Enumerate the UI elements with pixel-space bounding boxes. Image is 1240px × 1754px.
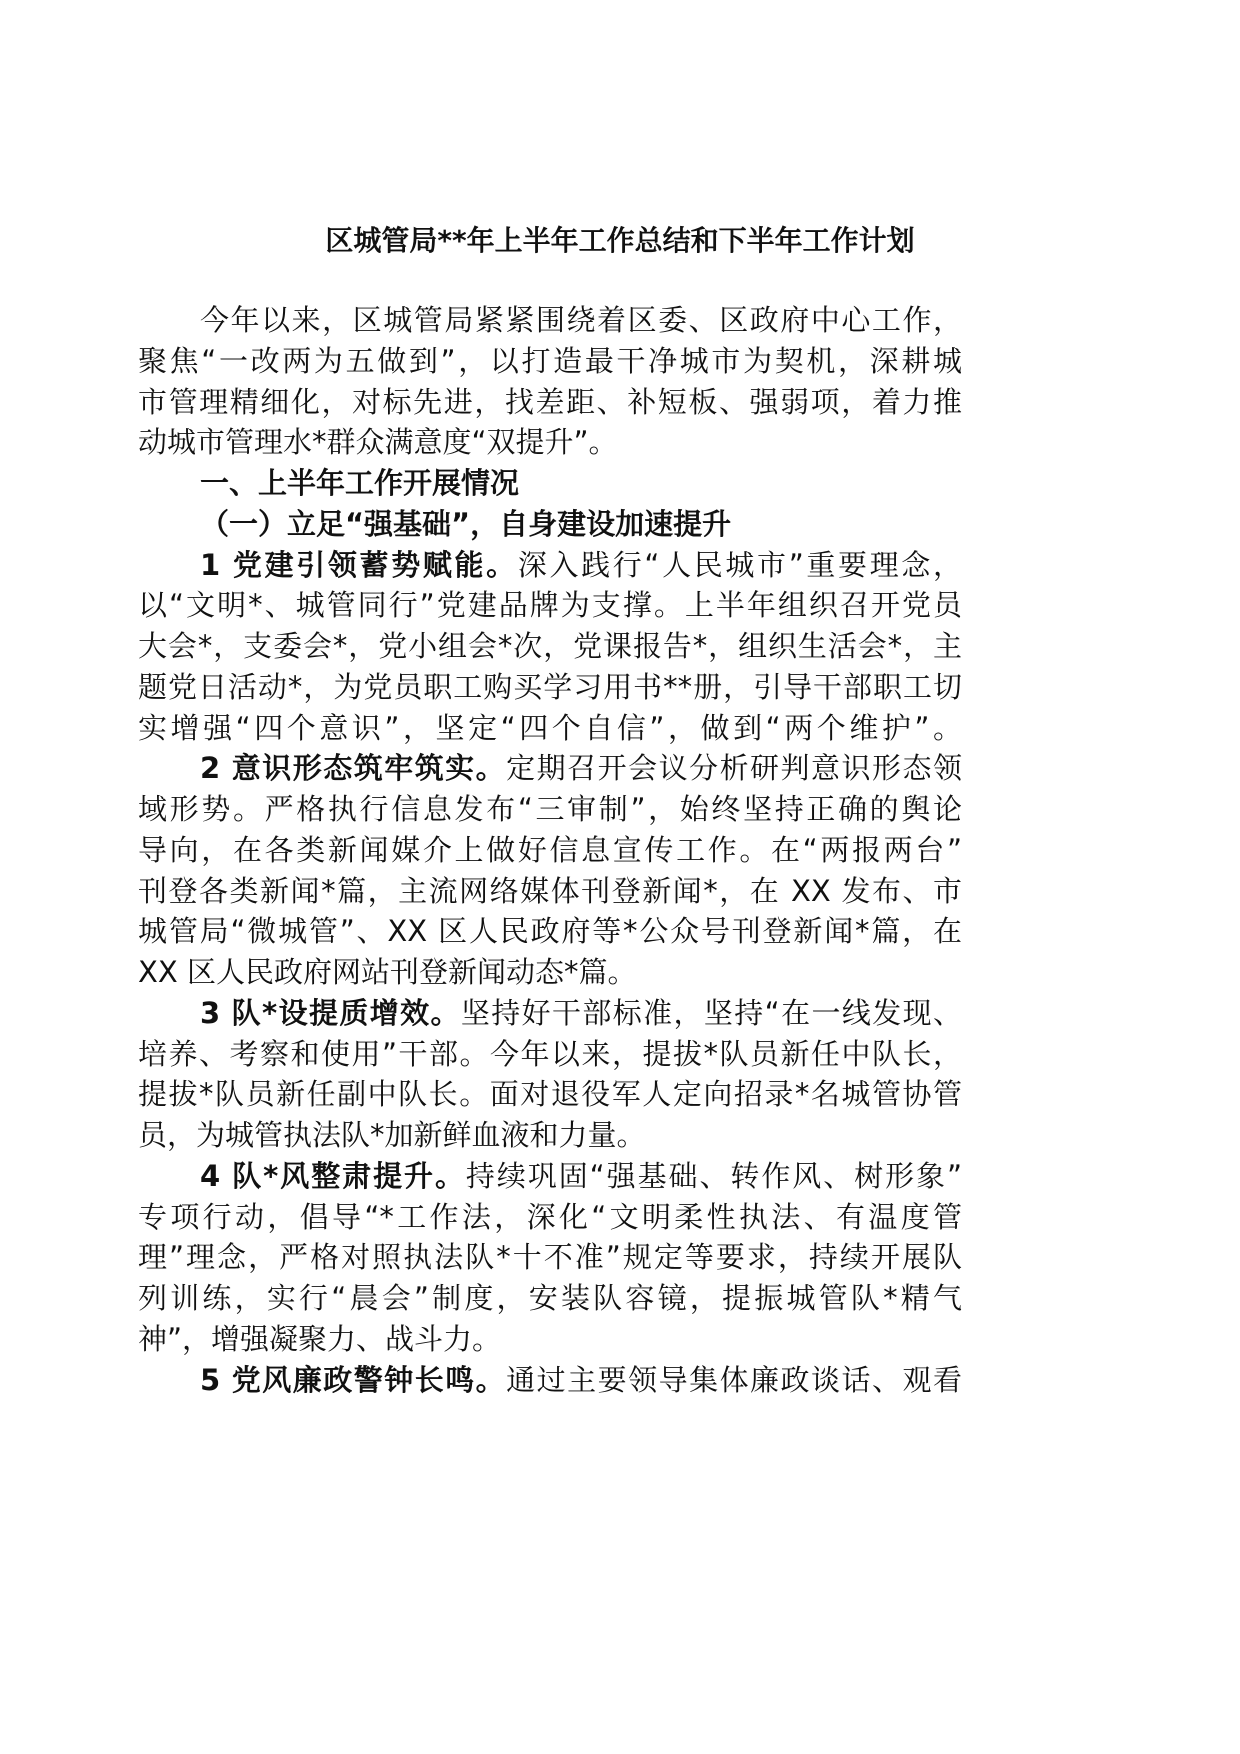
text-line [138, 748, 962, 789]
line-text: 持续巩固“强基础、转作风、树形象” [465, 1158, 962, 1193]
text-line [138, 585, 962, 626]
line-text: 域形势。严格执行信息发布“三审制”，始终坚持正确的舆论 [138, 792, 962, 826]
line-text: 市管理精细化，对标先进，找差距、补短板、强弱项，着力推 [138, 384, 962, 419]
line-text: 神”，增强凝聚力、战斗力。 [138, 1321, 502, 1356]
text-line [138, 1197, 962, 1238]
bold-lead: 3 队*设提质增效。 [200, 995, 461, 1030]
line-text: 大会*，支委会*，党小组会*次，党课报告*，组织生活会*，主 [138, 629, 962, 663]
line-text: 专项行动，倡导“*工作法，深化“文明柔性执法、有温度管 [138, 1199, 962, 1234]
line-text: 列训练，实行“晨会”制度，安装队容镜，提振城管队*精气 [138, 1281, 962, 1315]
text-line [138, 708, 962, 749]
text-line [138, 667, 962, 708]
text-line [138, 911, 962, 952]
text-line [138, 1360, 962, 1401]
text-line [138, 1319, 962, 1360]
line-text: 定期召开会议分析研判意识形态领 [506, 751, 962, 786]
line-text: 城管局“微城管”、XX 区人民政府等*公众号刊登新闻*篇，在 [138, 914, 962, 949]
paragraph [138, 300, 962, 463]
line-text: 员，为城管执法队*加新鲜血液和力量。 [138, 1118, 646, 1152]
line-text: 通过主要领导集体廉政谈话、观看 [506, 1362, 962, 1397]
text-line [138, 1034, 962, 1075]
text-line [138, 300, 962, 341]
text-line [138, 626, 962, 667]
text-line [138, 1115, 962, 1156]
line-text: 刊登各类新闻*篇，主流网络媒体刊登新闻*，在 XX 发布、市 [138, 873, 962, 908]
document-title: 区城管局**年上半年工作总结和下半年工作计划 [325, 224, 915, 257]
bold-lead: 1 党建引领蓄势赋能。 [200, 547, 518, 582]
line-text: 今年以来，区城管局紧紧围绕着区委、区政府中心工作， [200, 303, 962, 337]
bold-lead: 2 意识形态筑牢筑实。 [200, 751, 507, 786]
line-text: 培养、考察和使用”干部。今年以来，提拔*队员新任中队长， [138, 1036, 962, 1071]
paragraph [138, 993, 962, 1156]
text-line [138, 1237, 962, 1278]
line-text: 理”理念，严格对照执法队*十不准”规定等要求，持续开展队 [138, 1240, 962, 1275]
line-text: 导向，在各类新闻媒介上做好信息宣传工作。在“两报两台” [138, 832, 962, 867]
paragraph [138, 748, 962, 993]
text-line [138, 341, 962, 382]
text-line [138, 382, 962, 423]
text-line [138, 993, 962, 1034]
line-text: XX 区人民政府网站刊登新闻动态*篇。 [138, 955, 637, 989]
line-text: 以“文明*、城管同行”党建品牌为支撑。上半年组织召开党员 [138, 588, 962, 623]
text-line [138, 1074, 962, 1115]
bold-lead: 一、上半年工作开展情况 [200, 466, 520, 500]
bold-lead: 4 队*风整肃提升。 [200, 1158, 466, 1193]
text-line [138, 1156, 962, 1197]
paragraph [138, 545, 962, 749]
text-line [138, 422, 962, 463]
line-text: 坚持好干部标准，坚持“在一线发现、 [460, 995, 962, 1030]
bold-lead: （一）立足“强基础”，自身建设加速提升 [200, 506, 732, 541]
line-text: 提拔*队员新任副中队长。面对退役军人定向招录*名城管协管 [138, 1077, 962, 1112]
text-line [138, 1278, 962, 1319]
text-line [138, 952, 962, 993]
text-line [138, 504, 962, 545]
bold-lead: 5 党风廉政警钟长鸣。 [200, 1362, 507, 1397]
line-text: 实增强“四个意识”，坚定“四个自信”，做到“两个维护”。 [138, 710, 962, 745]
section-heading [138, 463, 962, 504]
line-text: 动城市管理水*群众满意度“双提升”。 [138, 425, 618, 460]
text-line [138, 871, 962, 912]
line-text: 聚焦“一改两为五做到”，以打造最干净城市为契机，深耕城 [138, 343, 962, 378]
paragraph [138, 1360, 962, 1401]
text-line [138, 463, 962, 504]
paragraph [138, 1156, 962, 1360]
section-heading [138, 504, 962, 545]
text-line [138, 789, 962, 830]
line-text: 题党日活动*，为党员职工购买学习用书**册，引导干部职工切 [138, 669, 962, 704]
document-body [138, 300, 962, 1400]
text-line [138, 830, 962, 871]
line-text: 深入践行“人民城市”重要理念， [517, 547, 962, 582]
text-line [138, 545, 962, 586]
